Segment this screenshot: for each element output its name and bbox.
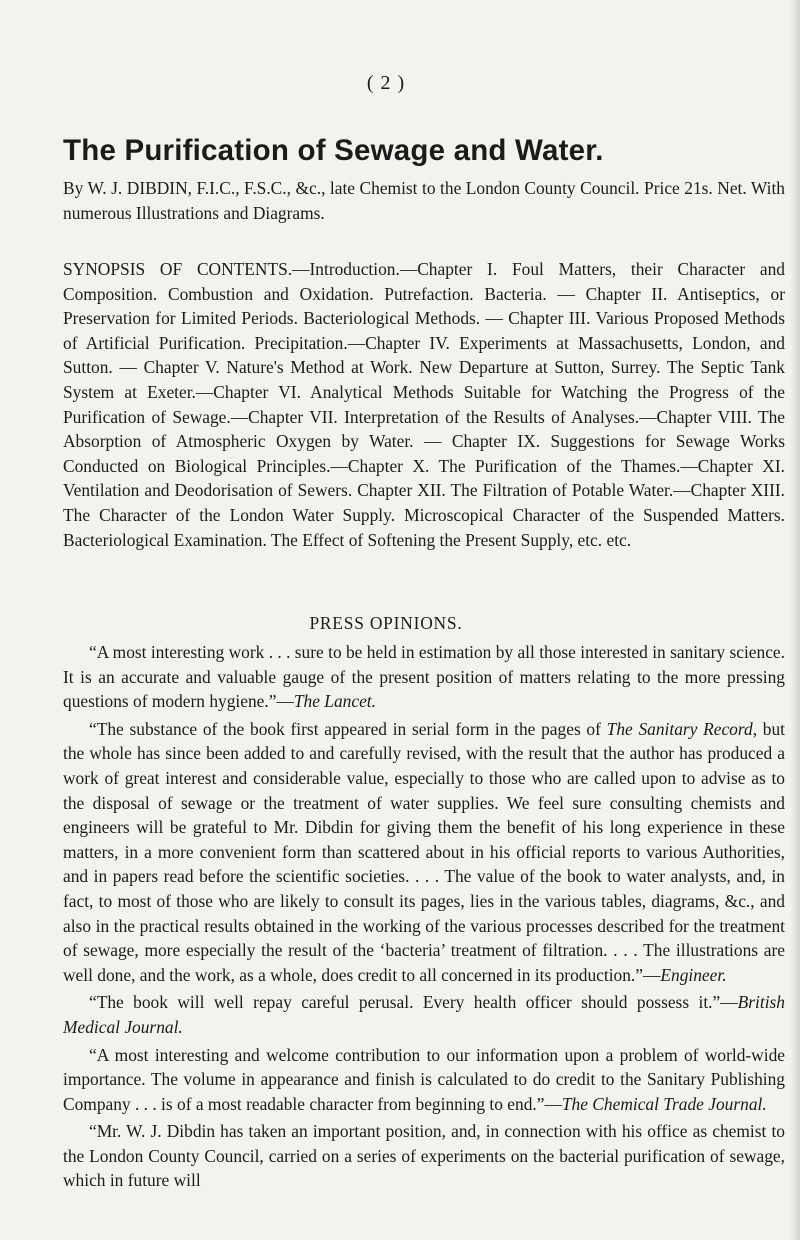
quote-text: , but the whole has since been added to and carefully revised, with the result that the author has produced a work of great interest and considerable value, especially to those who are called upon to advise as to the disposal of sewage or the treatment of water supplies. We feel sure consulting chemists and engineers will be grateful to Mr. Dibdin for giving them the benefit of his long experience in these matters, in a more convenient form than scattered about in his official reports to various Authorities, and in papers read before the scientific societies. . . . The value of the book to water analysts, and, in fact, to most of those who are likely to consult its pages, lies in the various tables, diagrams, &c., and also in the practical results obtained in the working of the various processes described for the treatment of sewage, more especially the result of the ‘bacteria’ treatment of filtration. . . . The illustrations are well done, and the work, as a whole, does credit to all concerned in its production.”—	[63, 718, 785, 985]
press-quote	[63, 717, 785, 988]
press-opinions-heading: PRESS OPINIONS.	[309, 613, 463, 633]
byline: By W. J. DIBDIN, F.I.C., F.S.C., &c., late Chemist to the London County Council. Price 21s. Net. With numerous Illustrations and Diagrams.	[63, 178, 785, 223]
quote-text: “A most interesting work . . . sure to be held in estimation by all those interested in sanitary science. It is an accurate and valuable gauge of the present position of matters relating to the more pressing questions of modern hygiene.”—	[63, 642, 785, 712]
quote-source: The Chemical Trade Journal.	[561, 1093, 767, 1114]
quote-text: “The book will well repay careful perusal. Every health officer should possess it.”—	[89, 992, 738, 1013]
quote-inline-source: The Sanitary Record	[606, 718, 753, 739]
quote-source: Engineer.	[660, 964, 727, 985]
press-quote	[63, 1043, 785, 1117]
press-quote	[63, 990, 785, 1039]
page-number: ( 2 )	[366, 72, 406, 94]
press-quote	[63, 640, 785, 714]
page-edge-shadow	[790, 0, 800, 1240]
page-title: The Purification of Sewage and Water.	[63, 134, 604, 167]
quote-text: “A most interesting and welcome contribution to our information upon a problem of world-wide importance. The volume in appearance and finish is calculated to do credit to the Sanitary Publishing Company . . . is of a most readable character from beginning to end.”—	[63, 1044, 785, 1114]
quote-source: The Lancet.	[293, 691, 376, 712]
synopsis-of-contents: SYNOPSIS OF CONTENTS.—Introduction.—Chapter I. Foul Matters, their Character and Composition. Combustion and Oxidation. Putrefaction. Bacteria. — Chapter II. Antiseptics, or Preservation for Limited Periods. Bacteriological Methods. — Chapter III. Various Proposed Methods of Artificial Purification. Precipitation.—Chapter IV. Experiments at Massachusetts, London, and Sutton. — Chapter V. Nature's Method at Work. New Departure at Sutton, Surrey. The Septic Tank System at Exeter.—Chapter VI. Analytical Methods Suitable for Watching the Progress of the Purification of Sewage.—Chapter VII. Interpretation of the Results of Analyses.—Chapter VIII. The Absorption of Atmospheric Oxygen by Water. — Chapter IX. Suggestions for Sewage Works Conducted on Biological Principles.—Chapter X. The Purification of the Thames.—Chapter XI. Ventilation and Deodorisation of Sewers. Chapter XII. The Filtration of Potable Water.—Chapter XIII. The Character of the London Water Supply. Microscopical Character of the Suspended Matters. Bacteriological Examination. The Effect of Softening the Present Supply, etc. etc.	[63, 259, 785, 550]
press-quote	[63, 1119, 785, 1193]
quote-text: “Mr. W. J. Dibdin has taken an important position, and, in connection with his office as chemist to the London County Council, carried on a series of experiments on the bacterial purification of sewage, which in future will	[63, 1121, 785, 1191]
press-opinions-list	[63, 640, 785, 1196]
quote-text: “The substance of the book first appeared in serial form in the pages of	[89, 718, 607, 739]
quote-source: British Medical Journal.	[63, 992, 785, 1037]
